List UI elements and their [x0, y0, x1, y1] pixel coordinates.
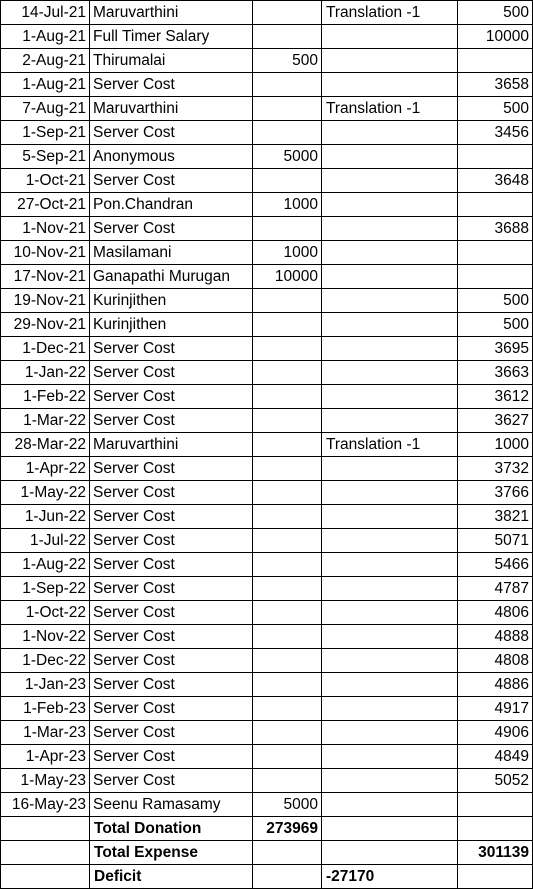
- expense-cell[interactable]: 4808: [458, 649, 533, 673]
- description-cell[interactable]: Server Cost: [90, 697, 253, 721]
- date-cell[interactable]: 27-Oct-21: [1, 193, 90, 217]
- date-cell[interactable]: 2-Aug-21: [1, 49, 90, 73]
- date-cell[interactable]: 1-Nov-21: [1, 217, 90, 241]
- description-cell[interactable]: Full Timer Salary: [90, 25, 253, 49]
- expense-cell[interactable]: 3658: [458, 73, 533, 97]
- date-cell[interactable]: [1, 817, 90, 841]
- expense-cell[interactable]: 500: [458, 1, 533, 25]
- date-cell[interactable]: 1-Sep-22: [1, 577, 90, 601]
- table-row: [1, 505, 533, 529]
- expense-cell[interactable]: 301139: [458, 841, 533, 865]
- date-cell[interactable]: 1-Sep-21: [1, 121, 90, 145]
- table-row: [1, 625, 533, 649]
- table-row: [1, 481, 533, 505]
- date-cell[interactable]: 1-Dec-22: [1, 649, 90, 673]
- description-cell[interactable]: Kurinjithen: [90, 313, 253, 337]
- date-cell[interactable]: 1-Aug-21: [1, 25, 90, 49]
- description-cell[interactable]: Server Cost: [90, 601, 253, 625]
- description-cell[interactable]: Seenu Ramasamy: [90, 793, 253, 817]
- donation-cell[interactable]: [253, 1, 322, 25]
- date-cell[interactable]: 1-May-23: [1, 769, 90, 793]
- donation-cell[interactable]: [253, 649, 322, 673]
- donation-cell[interactable]: 273969: [253, 817, 322, 841]
- table-row: [1, 409, 533, 433]
- date-cell[interactable]: 1-Nov-22: [1, 625, 90, 649]
- description-cell[interactable]: Server Cost: [90, 577, 253, 601]
- description-cell[interactable]: Total Donation: [90, 817, 253, 841]
- description-cell[interactable]: Server Cost: [90, 73, 253, 97]
- description-cell[interactable]: Kurinjithen: [90, 289, 253, 313]
- donation-cell[interactable]: [253, 769, 322, 793]
- note-cell[interactable]: [322, 313, 458, 337]
- date-cell[interactable]: 1-Aug-21: [1, 73, 90, 97]
- donation-cell[interactable]: [253, 481, 322, 505]
- total-row: [1, 841, 533, 865]
- description-cell[interactable]: Server Cost: [90, 481, 253, 505]
- ledger-body: [1, 1, 533, 889]
- expense-cell[interactable]: 3695: [458, 337, 533, 361]
- donation-cell[interactable]: 10000: [253, 265, 322, 289]
- note-cell[interactable]: [322, 289, 458, 313]
- table-row: [1, 217, 533, 241]
- date-cell[interactable]: 1-Jan-23: [1, 673, 90, 697]
- note-cell[interactable]: [322, 841, 458, 865]
- note-cell[interactable]: [322, 265, 458, 289]
- donation-cell[interactable]: [253, 313, 322, 337]
- description-cell[interactable]: Server Cost: [90, 385, 253, 409]
- expense-cell[interactable]: 500: [458, 313, 533, 337]
- note-cell[interactable]: [322, 697, 458, 721]
- table-row: [1, 433, 533, 457]
- description-cell[interactable]: Server Cost: [90, 169, 253, 193]
- note-cell[interactable]: [322, 145, 458, 169]
- expense-cell[interactable]: 4886: [458, 673, 533, 697]
- donation-cell[interactable]: [253, 97, 322, 121]
- expense-cell[interactable]: 3821: [458, 505, 533, 529]
- description-cell[interactable]: Server Cost: [90, 721, 253, 745]
- note-cell[interactable]: [322, 169, 458, 193]
- table-row: [1, 289, 533, 313]
- donation-cell[interactable]: [253, 601, 322, 625]
- expense-cell[interactable]: 1000: [458, 433, 533, 457]
- date-cell[interactable]: 17-Nov-21: [1, 265, 90, 289]
- donation-cell[interactable]: [253, 577, 322, 601]
- donation-cell[interactable]: [253, 841, 322, 865]
- expense-cell[interactable]: [458, 265, 533, 289]
- expense-cell[interactable]: 500: [458, 97, 533, 121]
- date-cell[interactable]: 1-Jun-22: [1, 505, 90, 529]
- date-cell[interactable]: 14-Jul-21: [1, 1, 90, 25]
- note-cell[interactable]: [322, 769, 458, 793]
- expense-cell[interactable]: 10000: [458, 25, 533, 49]
- table-row: [1, 697, 533, 721]
- description-cell[interactable]: Anonymous: [90, 145, 253, 169]
- table-row: [1, 265, 533, 289]
- expense-cell[interactable]: 500: [458, 289, 533, 313]
- description-cell[interactable]: Server Cost: [90, 673, 253, 697]
- expense-cell[interactable]: [458, 145, 533, 169]
- note-cell[interactable]: [322, 793, 458, 817]
- expense-cell[interactable]: 4806: [458, 601, 533, 625]
- note-cell[interactable]: [322, 385, 458, 409]
- expense-cell[interactable]: 4849: [458, 745, 533, 769]
- note-cell[interactable]: [322, 553, 458, 577]
- table-row: [1, 97, 533, 121]
- note-cell[interactable]: [322, 361, 458, 385]
- table-row: [1, 553, 533, 577]
- note-cell[interactable]: -27170: [322, 865, 458, 889]
- donation-cell[interactable]: [253, 409, 322, 433]
- donation-cell[interactable]: 1000: [253, 241, 322, 265]
- note-cell[interactable]: [322, 121, 458, 145]
- date-cell[interactable]: 1-Apr-22: [1, 457, 90, 481]
- donation-cell[interactable]: 500: [253, 49, 322, 73]
- date-cell[interactable]: 1-Jan-22: [1, 361, 90, 385]
- donation-cell[interactable]: [253, 553, 322, 577]
- donation-cell[interactable]: [253, 337, 322, 361]
- donation-cell[interactable]: [253, 721, 322, 745]
- note-cell[interactable]: [322, 481, 458, 505]
- date-cell[interactable]: 1-Feb-22: [1, 385, 90, 409]
- date-cell[interactable]: 1-Aug-22: [1, 553, 90, 577]
- date-cell[interactable]: 7-Aug-21: [1, 97, 90, 121]
- table-row: [1, 745, 533, 769]
- donation-cell[interactable]: [253, 385, 322, 409]
- description-cell[interactable]: Server Cost: [90, 769, 253, 793]
- expense-cell[interactable]: 4917: [458, 697, 533, 721]
- table-row: [1, 49, 533, 73]
- description-cell[interactable]: Total Expense: [90, 841, 253, 865]
- description-cell[interactable]: Maruvarthini: [90, 433, 253, 457]
- date-cell[interactable]: 1-Jul-22: [1, 529, 90, 553]
- expense-cell[interactable]: 5466: [458, 553, 533, 577]
- expense-cell[interactable]: [458, 193, 533, 217]
- expense-cell[interactable]: 3456: [458, 121, 533, 145]
- table-row: [1, 337, 533, 361]
- expense-cell[interactable]: 4888: [458, 625, 533, 649]
- note-cell[interactable]: [322, 193, 458, 217]
- donation-cell[interactable]: [253, 865, 322, 889]
- donation-cell[interactable]: [253, 169, 322, 193]
- donation-cell[interactable]: [253, 745, 322, 769]
- description-cell[interactable]: Pon.Chandran: [90, 193, 253, 217]
- table-row: [1, 313, 533, 337]
- expense-cell[interactable]: 3612: [458, 385, 533, 409]
- expense-cell[interactable]: 5052: [458, 769, 533, 793]
- donation-cell[interactable]: [253, 625, 322, 649]
- description-cell[interactable]: Server Cost: [90, 553, 253, 577]
- donation-cell[interactable]: [253, 121, 322, 145]
- description-cell[interactable]: Server Cost: [90, 745, 253, 769]
- table-row: [1, 529, 533, 553]
- donation-cell[interactable]: [253, 73, 322, 97]
- description-cell[interactable]: Server Cost: [90, 409, 253, 433]
- date-cell[interactable]: 16-May-23: [1, 793, 90, 817]
- note-cell[interactable]: [322, 241, 458, 265]
- note-cell[interactable]: [322, 673, 458, 697]
- donation-cell[interactable]: [253, 289, 322, 313]
- donation-cell[interactable]: [253, 673, 322, 697]
- donation-cell[interactable]: [253, 433, 322, 457]
- expense-cell[interactable]: [458, 793, 533, 817]
- description-cell[interactable]: Server Cost: [90, 649, 253, 673]
- description-cell[interactable]: Server Cost: [90, 625, 253, 649]
- date-cell[interactable]: 19-Nov-21: [1, 289, 90, 313]
- table-row: [1, 1, 533, 25]
- table-row: [1, 145, 533, 169]
- donation-cell[interactable]: [253, 697, 322, 721]
- table-row: [1, 169, 533, 193]
- note-cell[interactable]: Translation -1: [322, 433, 458, 457]
- expense-cell[interactable]: 4787: [458, 577, 533, 601]
- total-row: [1, 817, 533, 841]
- note-cell[interactable]: [322, 217, 458, 241]
- date-cell[interactable]: 1-Mar-22: [1, 409, 90, 433]
- table-row: [1, 673, 533, 697]
- date-cell[interactable]: 5-Sep-21: [1, 145, 90, 169]
- note-cell[interactable]: [322, 625, 458, 649]
- expense-cell[interactable]: [458, 49, 533, 73]
- date-cell[interactable]: 1-Feb-23: [1, 697, 90, 721]
- note-cell[interactable]: [322, 601, 458, 625]
- description-cell[interactable]: Ganapathi Murugan: [90, 265, 253, 289]
- donation-cell[interactable]: 5000: [253, 145, 322, 169]
- description-cell[interactable]: Maruvarthini: [90, 1, 253, 25]
- description-cell[interactable]: Deficit: [90, 865, 253, 889]
- date-cell[interactable]: [1, 865, 90, 889]
- note-cell[interactable]: [322, 577, 458, 601]
- table-row: [1, 121, 533, 145]
- expense-cell[interactable]: 5071: [458, 529, 533, 553]
- date-cell[interactable]: [1, 841, 90, 865]
- expense-cell[interactable]: [458, 817, 533, 841]
- note-cell[interactable]: [322, 457, 458, 481]
- description-cell[interactable]: Server Cost: [90, 337, 253, 361]
- table-row: [1, 649, 533, 673]
- description-cell[interactable]: Server Cost: [90, 529, 253, 553]
- note-cell[interactable]: [322, 529, 458, 553]
- date-cell[interactable]: 1-Apr-23: [1, 745, 90, 769]
- expense-cell[interactable]: 3732: [458, 457, 533, 481]
- donation-cell[interactable]: [253, 505, 322, 529]
- note-cell[interactable]: [322, 337, 458, 361]
- description-cell[interactable]: Server Cost: [90, 217, 253, 241]
- date-cell[interactable]: 1-Mar-23: [1, 721, 90, 745]
- note-cell[interactable]: [322, 49, 458, 73]
- note-cell[interactable]: [322, 73, 458, 97]
- description-cell[interactable]: Maruvarthini: [90, 97, 253, 121]
- date-cell[interactable]: 28-Mar-22: [1, 433, 90, 457]
- description-cell[interactable]: Thirumalai: [90, 49, 253, 73]
- note-cell[interactable]: Translation -1: [322, 1, 458, 25]
- table-row: [1, 793, 533, 817]
- expense-cell[interactable]: 4906: [458, 721, 533, 745]
- expense-cell[interactable]: 3766: [458, 481, 533, 505]
- table-row: [1, 361, 533, 385]
- date-cell[interactable]: 1-May-22: [1, 481, 90, 505]
- table-row: [1, 769, 533, 793]
- date-cell[interactable]: 1-Dec-21: [1, 337, 90, 361]
- table-row: [1, 577, 533, 601]
- table-row: [1, 193, 533, 217]
- expense-cell[interactable]: [458, 865, 533, 889]
- note-cell[interactable]: [322, 409, 458, 433]
- expense-cell[interactable]: 3663: [458, 361, 533, 385]
- note-cell[interactable]: Translation -1: [322, 97, 458, 121]
- table-row: [1, 25, 533, 49]
- table-row: [1, 385, 533, 409]
- donation-cell[interactable]: [253, 529, 322, 553]
- note-cell[interactable]: [322, 721, 458, 745]
- expense-cell[interactable]: 3688: [458, 217, 533, 241]
- date-cell[interactable]: 1-Oct-22: [1, 601, 90, 625]
- description-cell[interactable]: Server Cost: [90, 457, 253, 481]
- date-cell[interactable]: 29-Nov-21: [1, 313, 90, 337]
- donation-cell[interactable]: [253, 217, 322, 241]
- expense-cell[interactable]: 3648: [458, 169, 533, 193]
- donation-cell[interactable]: [253, 361, 322, 385]
- note-cell[interactable]: [322, 505, 458, 529]
- table-row: [1, 721, 533, 745]
- note-cell[interactable]: [322, 25, 458, 49]
- date-cell[interactable]: 1-Oct-21: [1, 169, 90, 193]
- total-row: [1, 865, 533, 889]
- table-row: [1, 601, 533, 625]
- note-cell[interactable]: [322, 745, 458, 769]
- note-cell[interactable]: [322, 649, 458, 673]
- table-row: [1, 73, 533, 97]
- note-cell[interactable]: [322, 817, 458, 841]
- date-cell[interactable]: 10-Nov-21: [1, 241, 90, 265]
- table-row: [1, 241, 533, 265]
- description-cell[interactable]: Server Cost: [90, 505, 253, 529]
- donation-cell[interactable]: 5000: [253, 793, 322, 817]
- description-cell[interactable]: Masilamani: [90, 241, 253, 265]
- donation-cell[interactable]: 1000: [253, 193, 322, 217]
- donation-cell[interactable]: [253, 25, 322, 49]
- description-cell[interactable]: Server Cost: [90, 361, 253, 385]
- table-row: [1, 457, 533, 481]
- expense-cell[interactable]: [458, 241, 533, 265]
- expense-cell[interactable]: 3627: [458, 409, 533, 433]
- donation-cell[interactable]: [253, 457, 322, 481]
- description-cell[interactable]: Server Cost: [90, 121, 253, 145]
